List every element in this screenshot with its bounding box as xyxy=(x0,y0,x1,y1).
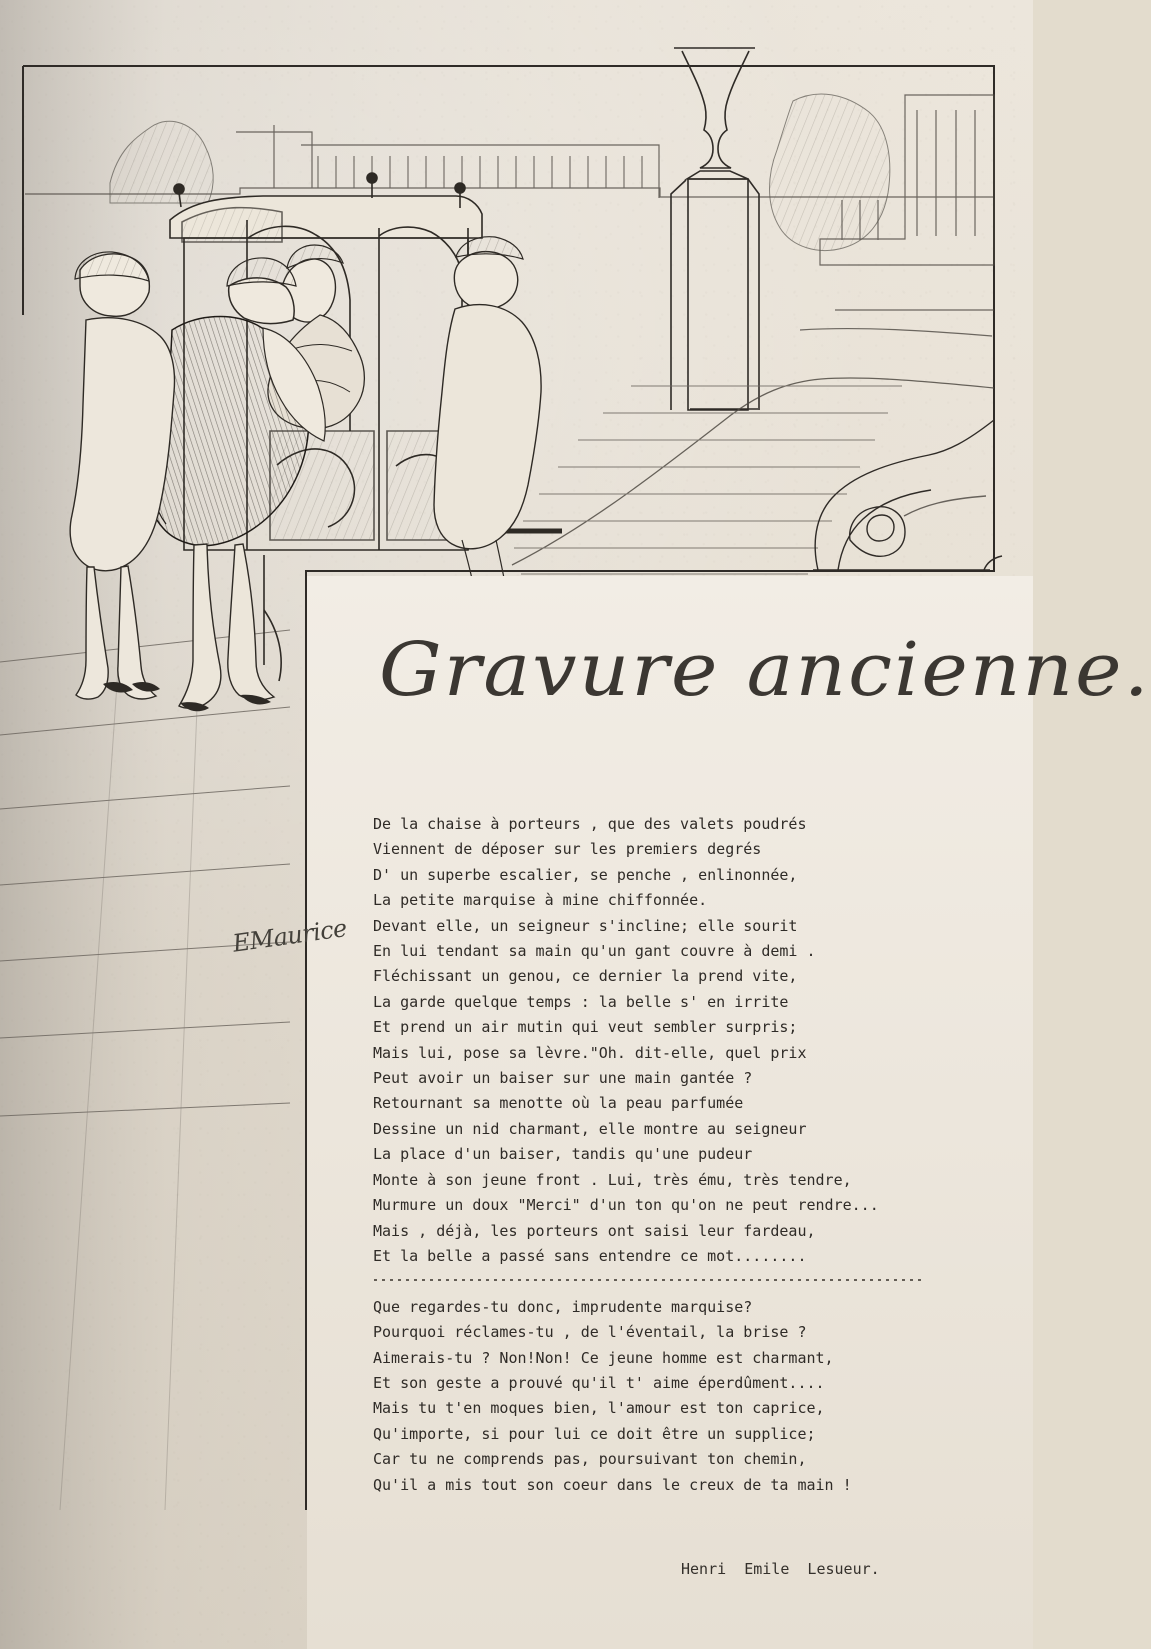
poem-line: La garde quelque temps : la belle s' en irrite xyxy=(373,992,789,1011)
poem-author: Henri Emile Lesueur. xyxy=(681,1560,880,1578)
poem-line: En lui tendant sa main qu'un gant couvre à demi . xyxy=(373,942,816,961)
poem-line: Viennent de déposer sur les premiers degrés xyxy=(373,840,762,859)
poem-line: Dessine un nid charmant, elle montre au seigneur xyxy=(373,1119,807,1138)
poem-line: Monte à son jeune front . Lui, très ému, très tendre, xyxy=(373,1170,852,1189)
poem-line: Mais lui, pose sa lèvre."Oh. dit-elle, quel prix xyxy=(373,1043,807,1062)
poem-line: Devant elle, un seigneur s'incline; elle sourit xyxy=(373,916,798,935)
poem-body xyxy=(373,812,993,1498)
poem-line: Mais tu t'en moques bien, l'amour est ton caprice, xyxy=(373,1399,825,1418)
poem-line: Murmure un doux "Merci" d'un ton qu'on ne peut rendre... xyxy=(373,1196,879,1215)
stanza-separator xyxy=(374,1279,922,1281)
poem-line: Aimerais-tu ? Non!Non! Ce jeune homme est charmant, xyxy=(373,1348,834,1367)
poem-line: Et la belle a passé sans entendre ce mot........ xyxy=(373,1246,807,1265)
stanza-spacer xyxy=(373,1269,993,1294)
poem-line: La place d'un baiser, tandis qu'une pudeur xyxy=(373,1145,753,1164)
poem-title: Gravure ancienne. xyxy=(379,627,1151,713)
poem-line: D' un superbe escalier, se penche , enlinonnée, xyxy=(373,865,798,884)
poem-line: De la chaise à porteurs , que des valets poudrés xyxy=(373,815,807,833)
poem-line: Qu'importe, si pour lui ce doit être un supplice; xyxy=(373,1424,816,1443)
poem-line: Qu'il a mis tout son coeur dans le creux de ta main ! xyxy=(373,1475,852,1494)
poem-line: La petite marquise à mine chiffonnée. xyxy=(373,891,708,910)
poem-line: Fléchissant un genou, ce dernier la prend vite, xyxy=(373,967,798,986)
poem-line: Et son geste a prouvé qu'il t' aime éperdûment.... xyxy=(373,1373,825,1392)
poem-line: Mais , déjà, les porteurs ont saisi leur fardeau, xyxy=(373,1221,816,1240)
poem-line: Que regardes-tu donc, imprudente marquise? xyxy=(373,1297,753,1316)
poem-line: Pourquoi réclames-tu , de l'éventail, la brise ? xyxy=(373,1323,807,1342)
poem-line: Peut avoir un baiser sur une main gantée ? xyxy=(373,1069,753,1088)
poem-line: Car tu ne comprends pas, poursuivant ton chemin, xyxy=(373,1450,807,1469)
poem-line: Et prend un air mutin qui veut sembler surpris; xyxy=(373,1018,798,1037)
artist-signature: EMaurice xyxy=(231,914,349,958)
poem-line: Retournant sa menotte où la peau parfumée xyxy=(373,1094,744,1113)
